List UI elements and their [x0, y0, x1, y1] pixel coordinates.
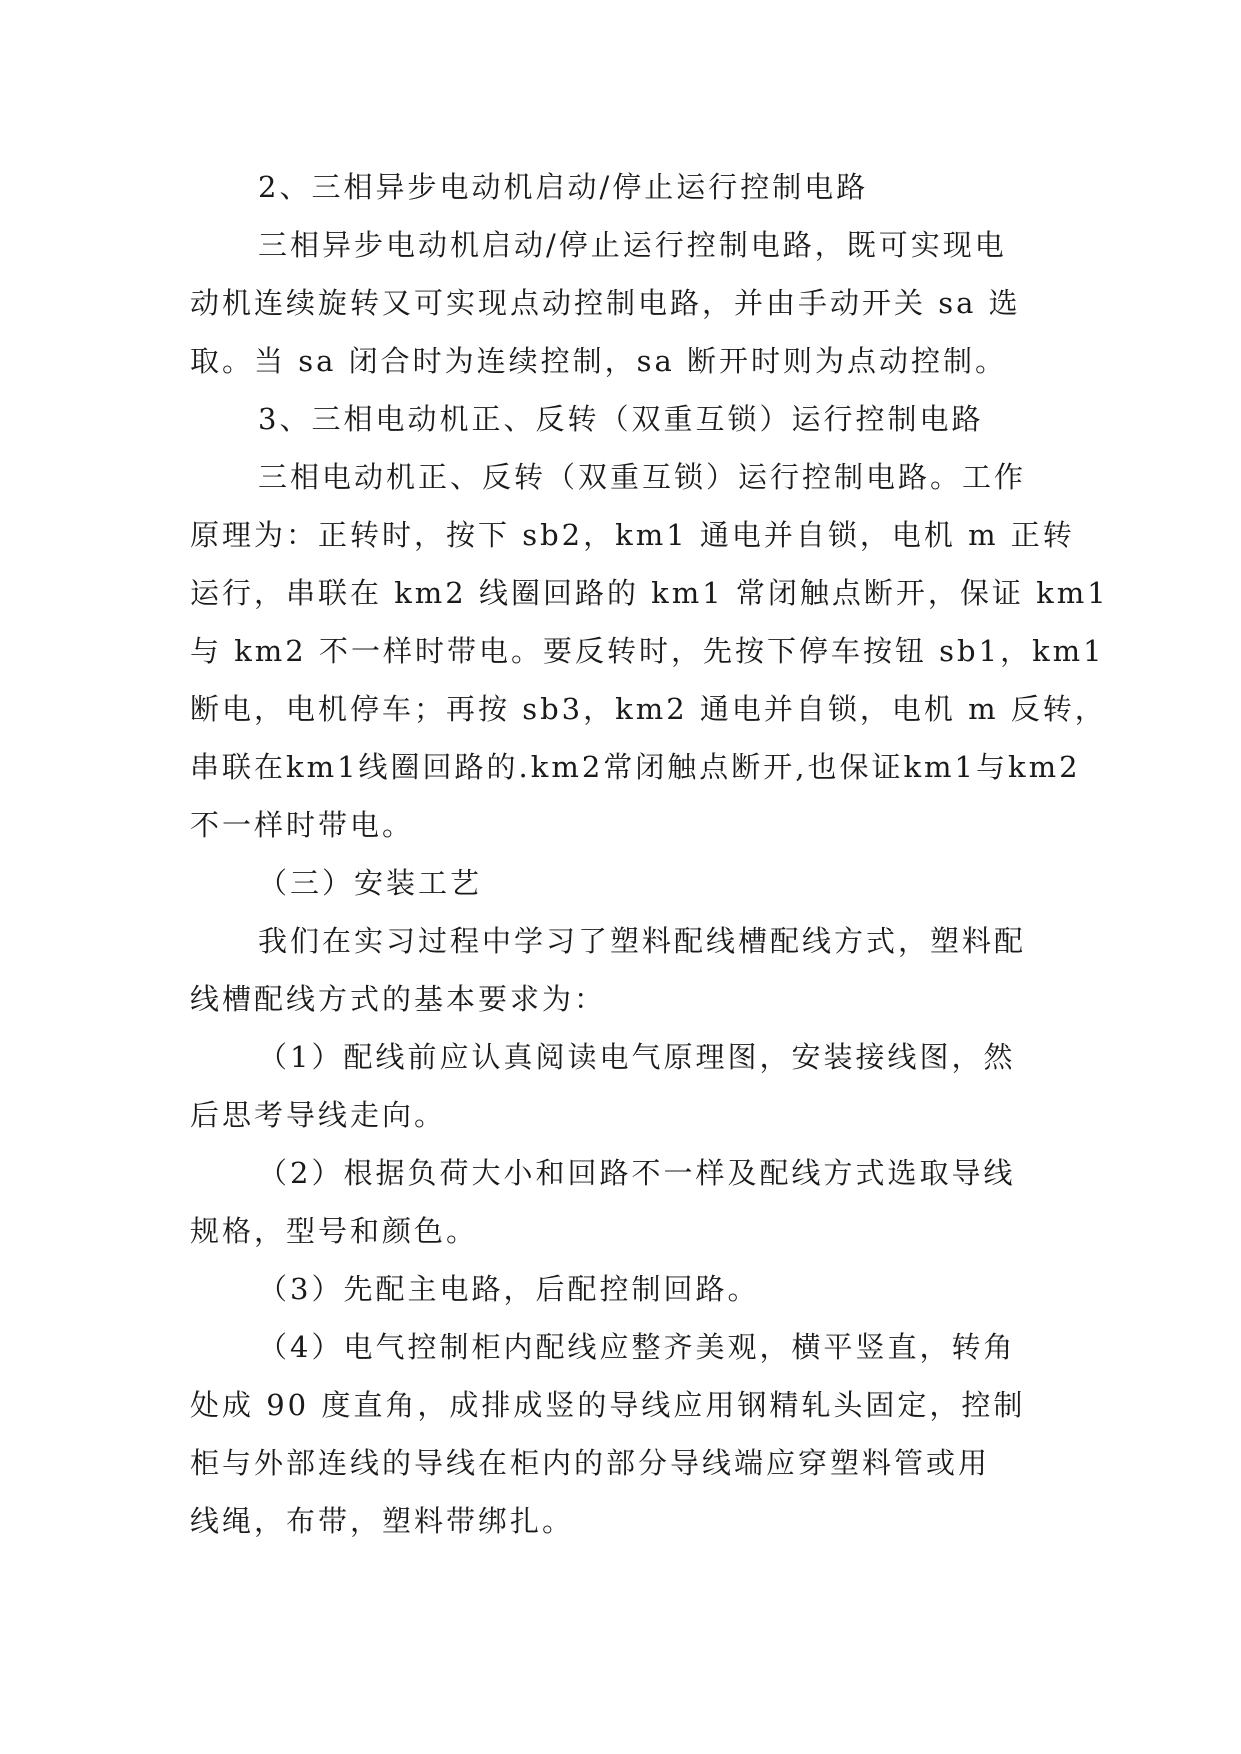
list-item-line: 规格，型号和颜色。 [190, 1214, 479, 1248]
list-item-line: （2）根据负荷大小和回路不一样及配线方式选取导线 [258, 1156, 1016, 1190]
paragraph-line: 不一样时带电。 [190, 808, 415, 842]
list-item-line: （3）先配主电路，后配控制回路。 [258, 1272, 760, 1306]
list-item-line: 柜与外部连线的导线在柜内的部分导线端应穿塑料管或用 [190, 1446, 991, 1480]
paragraph-line: 断电，电机停车；再按 sb3，km2 通电并自锁，电机 m 反转， [190, 692, 1107, 726]
paragraph-line: 三相异步电动机启动/停止运行控制电路，既可实现电 [258, 228, 1007, 262]
paragraph-line: 动机连续旋转又可实现点动控制电路，并由手动开关 sa 选 [190, 286, 1021, 320]
paragraph-line: 串联在km1线圈回路的.km2常闭触点断开,也保证km1与km2 [190, 750, 1081, 784]
list-item-line: （1）配线前应认真阅读电气原理图，安装接线图，然 [258, 1040, 1016, 1074]
paragraph-line: 三相电动机正、反转（双重互锁）运行控制电路。工作 [258, 460, 1027, 494]
paragraph-line: 取。当 sa 闭合时为连续控制，sa 断开时则为点动控制。 [190, 344, 1007, 378]
paragraph-line: 线槽配线方式的基本要求为： [190, 982, 607, 1016]
paragraph-line: 运行，串联在 km2 线圈回路的 km1 常闭触点断开，保证 km1 [190, 576, 1109, 610]
paragraph-line: 与 km2 不一样时带电。要反转时，先按下停车按钮 sb1，km1 [190, 634, 1105, 668]
list-item-line: 处成 90 度直角，成排成竖的导线应用钢精轧头固定，控制 [190, 1388, 1026, 1422]
list-item-line: 线绳，布带，塑料带绑扎。 [190, 1504, 575, 1538]
section-heading: （三）安装工艺 [258, 866, 483, 900]
paragraph-line: 我们在实习过程中学习了塑料配线槽配线方式，塑料配 [258, 924, 1027, 958]
list-item-line: （4）电气控制柜内配线应整齐美观，横平竖直，转角 [258, 1330, 1016, 1364]
list-item-line: 后思考导线走向。 [190, 1098, 447, 1132]
document-body [190, 158, 1109, 1550]
section-heading: 2、三相异步电动机启动/停止运行控制电路 [258, 170, 869, 204]
section-heading: 3、三相电动机正、反转（双重互锁）运行控制电路 [258, 402, 984, 436]
paragraph-line: 原理为：正转时，按下 sb2，km1 通电并自锁，电机 m 正转 [190, 518, 1075, 552]
